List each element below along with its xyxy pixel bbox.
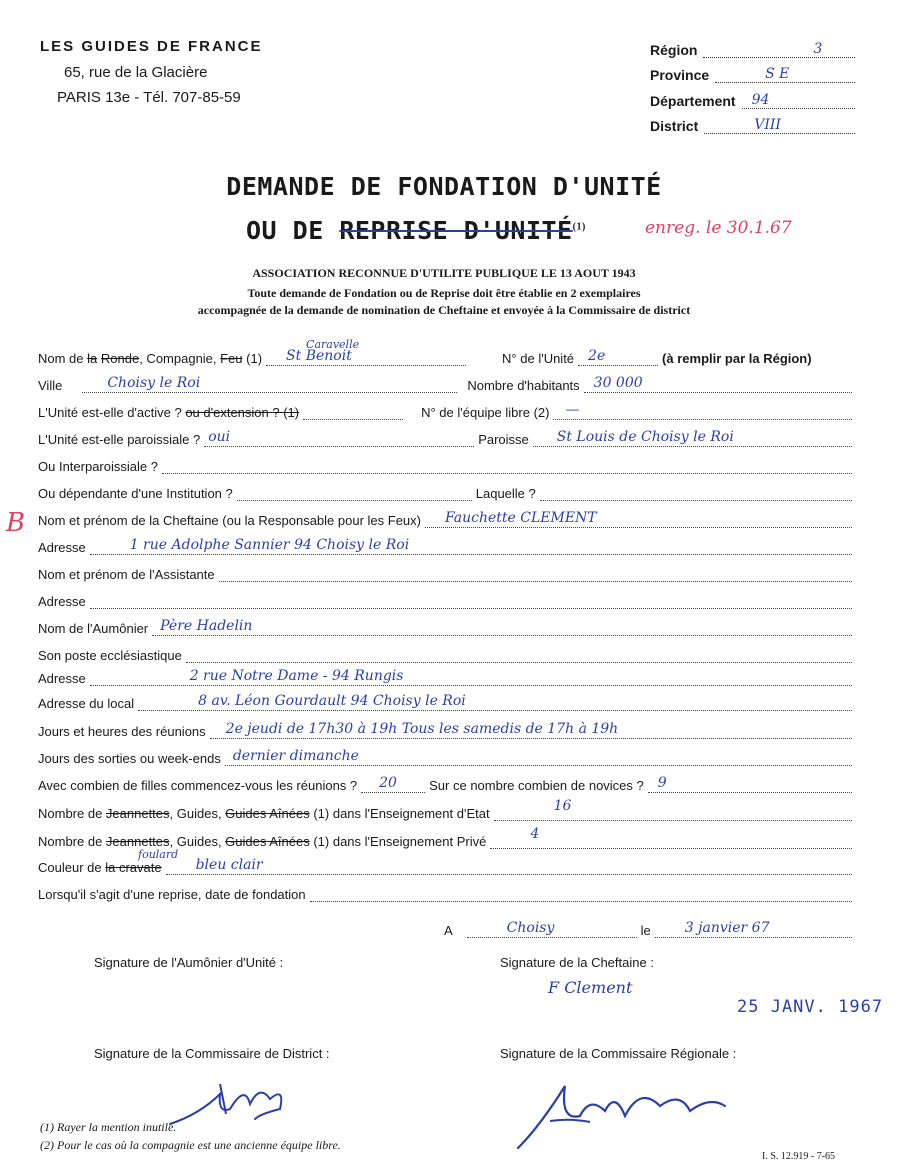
habitants-value: 30 000 (593, 375, 643, 391)
filles-value: 20 (379, 775, 397, 791)
nom-overwrite: Caravelle (306, 338, 360, 351)
interparoissiale-label: Ou Interparoissiale ? (38, 459, 158, 474)
row-aumonier (38, 616, 856, 636)
adresse-cheftaine-value: 1 rue Adolphe Sannier 94 Choisy le Roi (129, 537, 410, 553)
adresse-assistante-field[interactable] (90, 594, 852, 609)
signature-cheftaine-label: Signature de la Cheftaine : (500, 955, 654, 970)
adresse-aumonier-field[interactable] (90, 668, 852, 686)
adresse-label: Adresse (38, 594, 86, 609)
equipe-value: — (565, 402, 580, 418)
no-unite-field[interactable] (578, 348, 658, 366)
district-label: District (650, 118, 699, 134)
laquelle-field[interactable] (540, 486, 852, 501)
nom-field[interactable] (266, 338, 466, 366)
no-unite-note: (à remplir par la Région) (662, 351, 812, 366)
aumonier-label: Nom de l'Aumônier (38, 621, 149, 636)
row-active (38, 400, 856, 420)
ville-field[interactable] (82, 375, 457, 393)
etat-label: Nombre de Jeannettes, Guides, Guides Aînées (1) dans l'Enseignement d'Etat (38, 806, 490, 821)
paroissiale-label: L'Unité est-elle paroissiale ? (38, 432, 201, 447)
active-label: L'Unité est-elle d'active ? ou d'extension ? (1) (38, 405, 300, 420)
signature-commissaire-regionale-label: Signature de la Commissaire Régionale : (500, 1046, 737, 1061)
sorties-label: Jours des sorties ou week-ends (38, 751, 221, 766)
title-footnote-ref: (1) (572, 221, 586, 233)
row-adresse-aumonier (38, 666, 856, 686)
novices-value: 9 (657, 775, 667, 791)
active-field[interactable] (303, 405, 403, 420)
organization-address: 65, rue de la Glacière (64, 64, 208, 81)
aumonier-value: Père Hadelin (160, 618, 253, 634)
row-ville (38, 373, 856, 393)
page-title: DEMANDE DE FONDATION D'UNITÉ (226, 172, 662, 201)
local-label: Adresse du local (38, 696, 135, 711)
signature-cheftaine-value: F Clement (548, 978, 633, 997)
adresse-label: Adresse (38, 540, 86, 555)
row-poste (38, 643, 856, 663)
row-reunions (38, 719, 856, 739)
interparoissiale-field[interactable] (162, 459, 852, 474)
couleur-label: Couleur de la cravate foulard (38, 848, 179, 875)
reunions-label: Jours et heures des réunions (38, 724, 206, 739)
subtitle-instruction-1: Toute demande de Fondation ou de Reprise doit être établie en 2 exemplaires (247, 286, 641, 300)
subtitle-association: ASSOCIATION RECONNUE D'UTILITE PUBLIQUE LE 13 AOUT 1943 (252, 266, 636, 280)
row-assistante (38, 562, 856, 582)
row-adresse-assistante (38, 589, 856, 609)
ville-value: Choisy le Roi (107, 375, 201, 391)
row-sorties (38, 746, 856, 766)
aumonier-field[interactable] (152, 618, 852, 636)
province-row (650, 61, 855, 83)
no-unite-value: 2e (588, 348, 606, 364)
cheftaine-value: Fauchette CLEMENT (445, 510, 597, 526)
province-label: Province (650, 67, 710, 83)
prive-field[interactable] (490, 826, 852, 849)
region-field[interactable] (703, 41, 855, 58)
paroisse-field[interactable] (533, 429, 852, 447)
signature-aumonier-label: Signature de l'Aumônier d'Unité : (94, 955, 284, 970)
province-value: S E (765, 66, 790, 82)
nom-value: St Benoit (286, 348, 352, 364)
district-field[interactable] (704, 117, 855, 134)
assistante-label: Nom et prénom de l'Assistante (38, 567, 215, 582)
cheftaine-field[interactable] (425, 510, 852, 528)
registration-note: enreg. le 30.1.67 (645, 218, 792, 238)
row-paroissiale (38, 427, 856, 447)
poste-label: Son poste ecclésiastique (38, 648, 182, 663)
district-row (650, 112, 855, 134)
row-nom-unite (38, 338, 856, 366)
margin-pencil-mark: B (6, 508, 26, 538)
signature-district-drawing (160, 1074, 300, 1134)
row-cheftaine (38, 508, 856, 528)
institution-label: Ou dépendante d'une Institution ? (38, 486, 233, 501)
organization-name: LES GUIDES DE FRANCE (40, 38, 263, 55)
institution-field[interactable] (237, 486, 472, 501)
no-unite-label: N° de l'Unité (502, 351, 575, 366)
laquelle-label: Laquelle ? (475, 486, 536, 501)
sorties-value: dernier dimanche (232, 748, 359, 764)
cheftaine-label: Nom et prénom de la Cheftaine (ou la Responsable pour les Feux) (38, 513, 421, 528)
row-lieu-date (444, 918, 856, 938)
subtitle-instruction-2: accompagnée de la demande de nomination de Cheftaine et envoyée à la Commissaire de district (197, 303, 691, 317)
organization-phone: PARIS 13e - Tél. 707-85-59 (57, 89, 241, 106)
adresse-aumonier-value: 2 rue Notre Dame - 94 Rungis (189, 668, 404, 684)
novices-field[interactable] (648, 775, 852, 793)
novices-label: Sur ce nombre combien de novices ? (429, 778, 644, 793)
nom-label: Nom de la Ronde, Compagnie, Feu (1) (38, 351, 263, 366)
date-stamp: 25 JANV. 1967 (737, 997, 884, 1017)
adresse-cheftaine-field[interactable] (90, 537, 852, 555)
row-filles (38, 773, 856, 793)
adresse-label: Adresse (38, 671, 86, 686)
signature-commissaire-district-label: Signature de la Commissaire de District : (94, 1046, 330, 1061)
local-value: 8 av. Léon Gourdault 94 Choisy le Roi (198, 693, 466, 709)
assistante-field[interactable] (219, 567, 852, 582)
form-reference: I. S. 12.919 - 7-65 (762, 1151, 836, 1162)
row-enseignement-prive (38, 826, 856, 849)
couleur-overwrite: foulard (138, 848, 179, 861)
departement-row (650, 87, 855, 109)
poste-field[interactable] (186, 648, 852, 663)
date-field[interactable] (655, 920, 852, 938)
row-enseignement-etat (38, 798, 856, 821)
signature-regionale-drawing (510, 1076, 740, 1156)
row-interparoissiale (38, 454, 856, 474)
row-local (38, 691, 856, 711)
reprise-field[interactable] (310, 887, 852, 902)
couleur-value: bleu clair (195, 857, 263, 873)
footnote-2: (2) Pour le cas où la compagnie est une ancienne équipe libre. (40, 1138, 341, 1152)
row-institution (38, 481, 856, 501)
lieu-label: A (444, 923, 453, 938)
row-reprise (38, 882, 856, 902)
district-value: VIII (754, 117, 781, 133)
date-value: 3 janvier 67 (684, 920, 770, 936)
equipe-field[interactable] (553, 402, 852, 420)
region-row (650, 36, 855, 58)
etat-field[interactable] (494, 798, 852, 821)
footnote-1: (1) Rayer la mention inutile. (40, 1120, 177, 1134)
local-field[interactable] (138, 693, 852, 711)
row-adresse-cheftaine (38, 535, 856, 555)
title-struck-text: REPRISE D'UNITÉ (339, 216, 573, 245)
reunions-value: 2e jeudi de 17h30 à 19h Tous les samedis de 17h à 19h (225, 721, 619, 737)
departement-field[interactable] (742, 92, 855, 109)
reunions-field[interactable] (210, 721, 852, 739)
departement-label: Département (650, 93, 736, 109)
date-label: le (640, 923, 651, 938)
equipe-label: N° de l'équipe libre (2) (421, 405, 550, 420)
paroissiale-value: oui (208, 429, 231, 445)
ville-label: Ville (38, 378, 63, 393)
paroisse-value: St Louis de Choisy le Roi (556, 429, 734, 445)
departement-value: 94 (751, 92, 770, 108)
sorties-field[interactable] (225, 748, 852, 766)
region-label: Région (650, 42, 698, 58)
paroissiale-field[interactable] (204, 429, 474, 447)
habitants-field[interactable] (584, 375, 852, 393)
habitants-label: Nombre d'habitants (467, 378, 580, 393)
prive-label: Nombre de Jeannettes, Guides, Guides Aînées (1) dans l'Enseignement Privé (38, 834, 487, 849)
filles-label: Avec combien de filles commencez-vous les réunions ? (38, 778, 358, 793)
couleur-field[interactable] (166, 857, 852, 875)
etat-value: 16 (553, 798, 572, 814)
title-prefix: OU DE (246, 216, 324, 245)
prive-value: 4 (530, 826, 540, 842)
paroisse-label: Paroisse (478, 432, 529, 447)
lieu-field[interactable] (467, 920, 637, 938)
province-field[interactable] (715, 66, 855, 83)
row-couleur (38, 848, 856, 875)
region-value: 3 (813, 41, 823, 57)
lieu-value: Choisy (506, 920, 555, 936)
page-title-line2 (246, 216, 586, 245)
filles-field[interactable] (361, 775, 425, 793)
reprise-label: Lorsqu'il s'agit d'une reprise, date de fondation (38, 887, 306, 902)
